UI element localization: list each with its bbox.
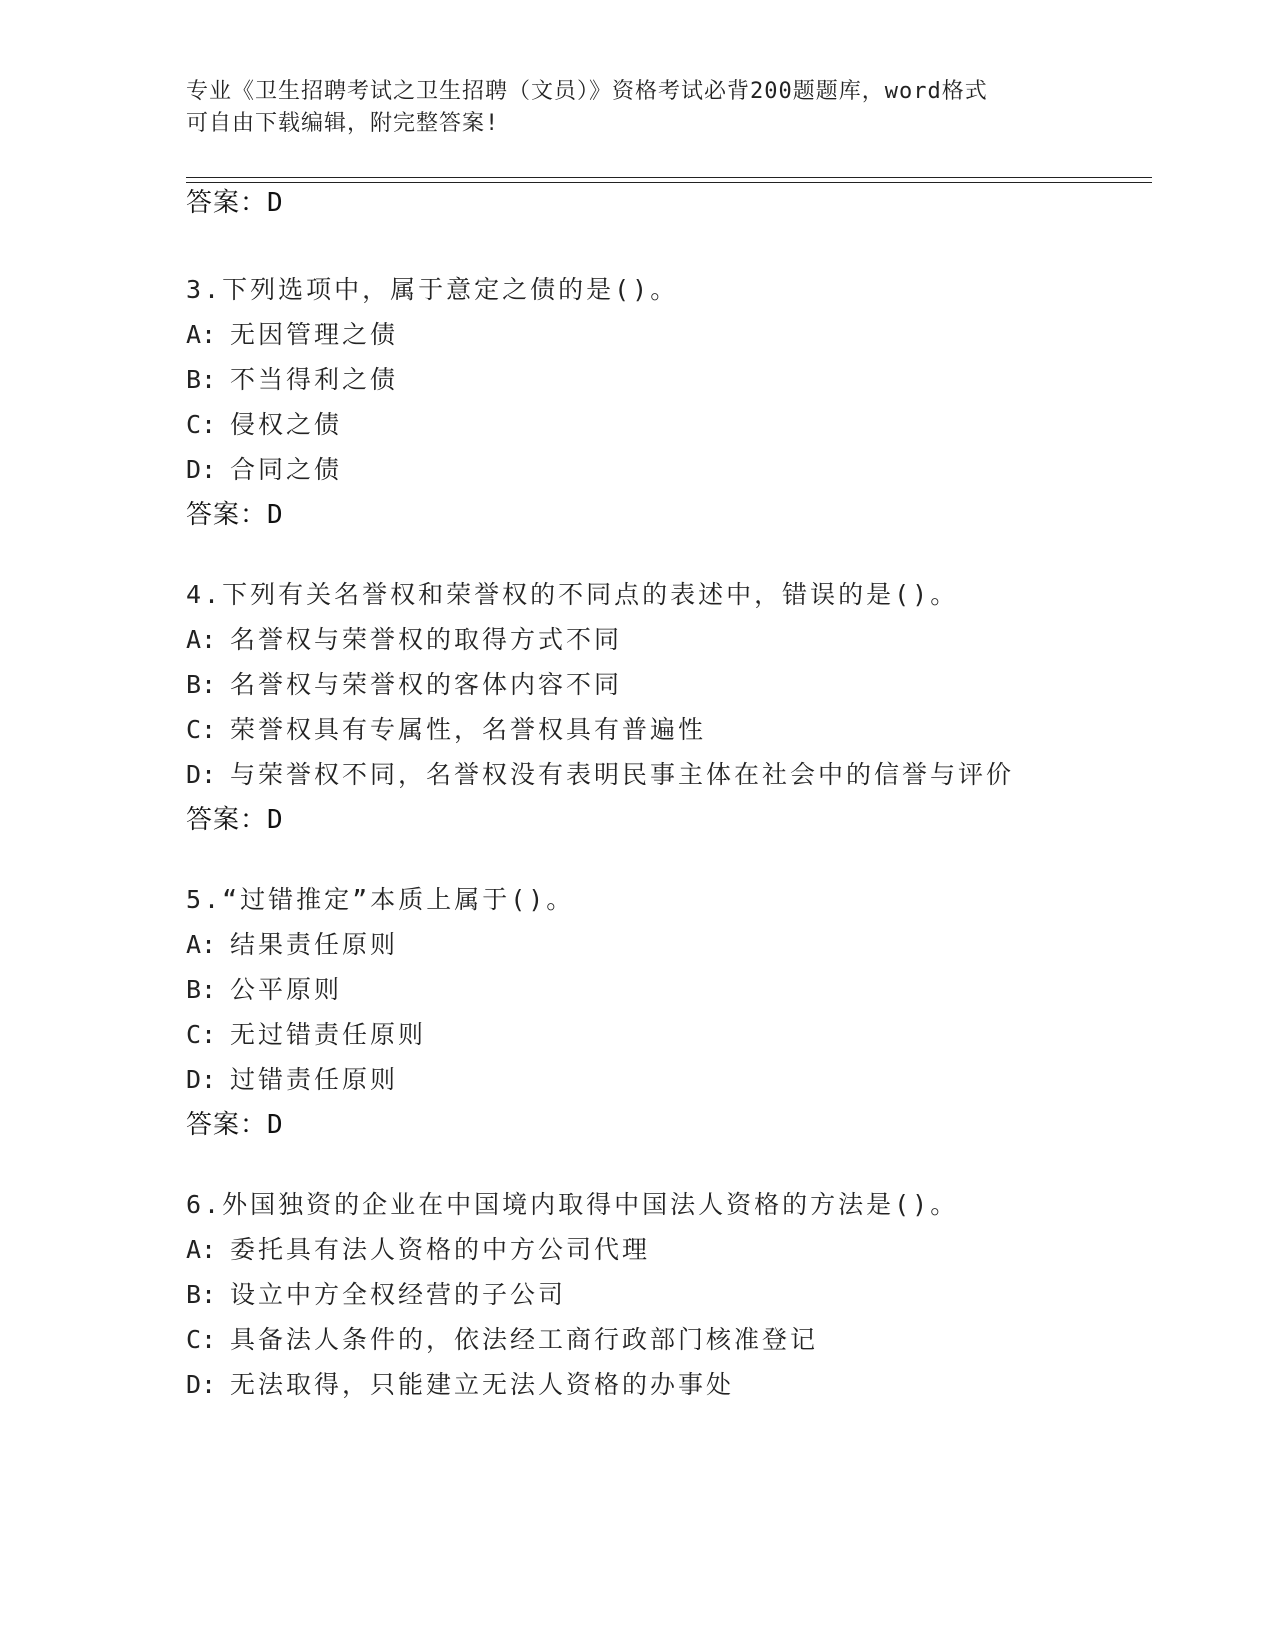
question-3: [186, 274, 1136, 544]
answer-previous-question: [186, 187, 284, 219]
question-4: [186, 579, 1136, 849]
answer-label: 答案：: [186, 500, 268, 530]
option-c: [186, 1019, 1136, 1064]
question-6: [186, 1189, 1136, 1414]
option-key: D:: [186, 760, 217, 789]
option-d: [186, 454, 1136, 499]
option-text: 合同之债: [230, 455, 343, 484]
header-divider-top: [186, 177, 1152, 178]
answer: [186, 499, 1136, 544]
option-b: [186, 364, 1136, 409]
option-c: [186, 409, 1136, 454]
option-key: A:: [186, 930, 217, 959]
option-key: B:: [186, 365, 217, 394]
header-title-line-1: 专业《卫生招聘考试之卫生招聘（文员）》资格考试必背200题题库，word格式: [186, 79, 988, 104]
option-text: 荣誉权具有专属性，名誉权具有普遍性: [230, 715, 707, 744]
option-d: [186, 759, 1136, 804]
document-header: [186, 76, 1066, 140]
option-key: D:: [186, 1065, 217, 1094]
option-key: A:: [186, 1235, 217, 1264]
answer: [186, 804, 1136, 849]
answer-value: D: [267, 188, 284, 218]
option-text: 无过错责任原则: [230, 1020, 427, 1049]
answer-value: D: [267, 805, 284, 835]
question-stem: 4.下列有关名誉权和荣誉权的不同点的表述中，错误的是()。: [186, 580, 959, 609]
answer-label: 答案：: [186, 805, 268, 835]
question-stem: 3.下列选项中，属于意定之债的是()。: [186, 275, 679, 304]
option-key: D:: [186, 1370, 217, 1399]
option-d: [186, 1064, 1136, 1109]
option-a: [186, 1234, 1136, 1279]
option-b: [186, 1279, 1136, 1324]
header-title-line-2: 可自由下载编辑，附完整答案!: [186, 111, 500, 136]
answer-value: D: [267, 1110, 284, 1140]
option-c: [186, 1324, 1136, 1369]
option-key: C:: [186, 1020, 217, 1049]
option-text: 设立中方全权经营的子公司: [230, 1280, 567, 1309]
option-key: C:: [186, 715, 217, 744]
question-stem: 6.外国独资的企业在中国境内取得中国法人资格的方法是()。: [186, 1190, 959, 1219]
option-a: [186, 319, 1136, 364]
option-d: [186, 1369, 1136, 1414]
option-text: 名誉权与荣誉权的取得方式不同: [230, 625, 623, 654]
option-text: 过错责任原则: [230, 1065, 399, 1094]
option-text: 委托具有法人资格的中方公司代理: [230, 1235, 651, 1264]
option-key: D:: [186, 455, 217, 484]
option-key: C:: [186, 1325, 217, 1354]
answer-label: 答案：: [186, 188, 268, 218]
option-key: B:: [186, 975, 217, 1004]
option-key: B:: [186, 1280, 217, 1309]
option-b: [186, 974, 1136, 1019]
option-key: C:: [186, 410, 217, 439]
option-a: [186, 624, 1136, 669]
option-text: 与荣誉权不同，名誉权没有表明民事主体在社会中的信誉与评价: [230, 760, 1015, 789]
option-key: A:: [186, 320, 217, 349]
option-text: 公平原则: [230, 975, 343, 1004]
option-key: B:: [186, 670, 217, 699]
option-text: 无因管理之债: [230, 320, 399, 349]
option-c: [186, 714, 1136, 759]
option-text: 侵权之债: [230, 410, 343, 439]
option-a: [186, 929, 1136, 974]
option-text: 无法取得，只能建立无法人资格的办事处: [230, 1370, 735, 1399]
answer-label: 答案：: [186, 1110, 268, 1140]
option-text: 结果责任原则: [230, 930, 399, 959]
option-text: 名誉权与荣誉权的客体内容不同: [230, 670, 623, 699]
option-b: [186, 669, 1136, 714]
question-5: [186, 884, 1136, 1154]
option-text: 具备法人条件的，依法经工商行政部门核准登记: [230, 1325, 819, 1354]
option-text: 不当得利之债: [230, 365, 399, 394]
option-key: A:: [186, 625, 217, 654]
question-stem: 5.“过错推定”本质上属于()。: [186, 885, 575, 914]
header-divider-bottom: [186, 182, 1152, 183]
answer: [186, 1109, 1136, 1154]
answer-value: D: [267, 500, 284, 530]
